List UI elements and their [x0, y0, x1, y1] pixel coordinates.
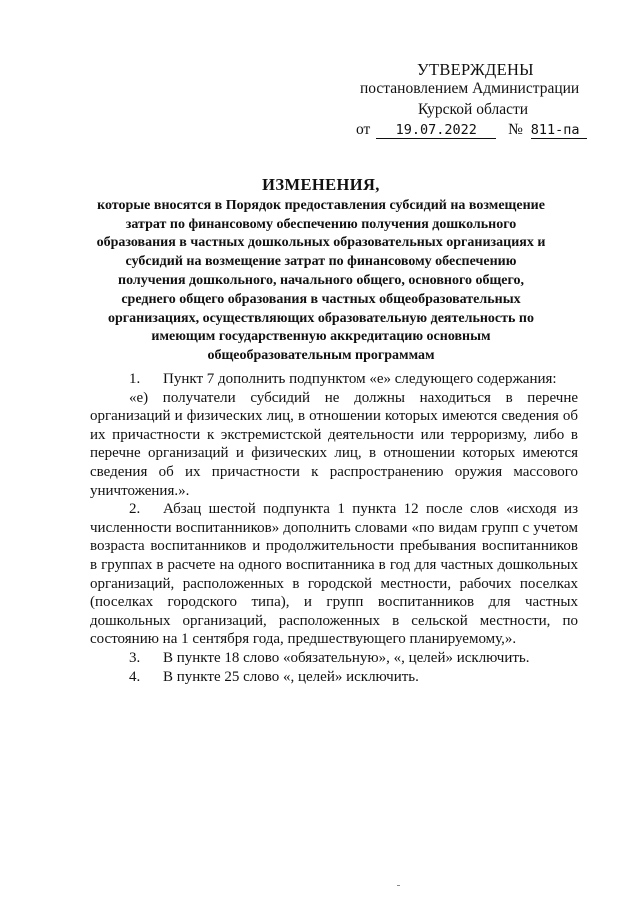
approval-date-number-line [356, 121, 587, 139]
title-line: получения дошкольного, начального общего, основного общего, [118, 272, 524, 288]
title-line: которые вносятся в Порядок предоставления субсидий на возмещение [97, 197, 545, 213]
approval-date: 19.07.2022 [376, 123, 496, 139]
approval-issuer: постановлением Администрации [360, 80, 580, 97]
title-line: имеющим государственную аккредитацию основным [151, 329, 491, 345]
title-line: организациях, осуществляющих образовательную деятельность по [108, 310, 534, 326]
document-body [90, 370, 578, 686]
scan-artifact [397, 885, 400, 886]
item-1 [90, 370, 578, 389]
item-1-quote: «е) получатели субсидий не должны находиться в перечне организаций и физических лиц, в отношении которых имеются сведения об их причастности к экстремистской деятельности или терроризму, либо в перечне организаций и физических лиц, в отношении которых имеются сведения об их причастности к распространению оружия массового уничтожения.». [90, 389, 578, 499]
date-prefix: от [356, 121, 371, 138]
title-line: общеобразовательным программам [207, 348, 435, 364]
title-line: среднего общего образования в частных общеобразовательных [121, 291, 521, 307]
number-prefix: № [508, 121, 523, 138]
item-text: В пункте 18 слово «обязательную», «, целей» исключить. [163, 649, 530, 666]
item-number: 1. [129, 371, 141, 387]
approval-number: 811-па [531, 123, 587, 139]
approval-block [0, 0, 640, 140]
item-text: Абзац шестой подпункта 1 пункта 12 после слов «исходя из численности воспитанников» дополнить словами «по видам групп с учетом возраста воспитанников и продолжительности пребывания воспитанников в группах в расчете на одного воспитанника в год для частных дошкольных организаций, расположенных в городской местности, рабочих поселках (поселках городского типа), и групп воспитанников для частных дошкольных организаций, расположенных в сельской местности, по состоянию на 1 сентября года, предшествующего планируемому,». [90, 501, 578, 648]
item-text: В пункте 25 слово «, целей» исключить. [163, 668, 419, 685]
approval-heading: УТВЕРЖДЕНЫ [417, 60, 534, 79]
document-title [82, 176, 560, 366]
item-2 [90, 500, 578, 649]
title-line: образования в частных дошкольных образовательных организациях и [96, 235, 546, 251]
item-number: 4. [129, 668, 141, 685]
item-number: 3. [129, 649, 141, 666]
title-main: ИЗМЕНЕНИЯ, [262, 175, 380, 194]
title-line: затрат по финансовому обеспечению получения дошкольного [125, 216, 517, 232]
item-3 [90, 649, 578, 668]
item-number: 2. [129, 501, 141, 518]
item-text: Пункт 7 дополнить подпунктом «е» следующего содержания: [163, 371, 557, 387]
title-line: субсидий на возмещение затрат по финансовому обеспечению [125, 254, 517, 270]
item-4 [90, 668, 578, 687]
approval-region: Курской области [418, 101, 529, 118]
